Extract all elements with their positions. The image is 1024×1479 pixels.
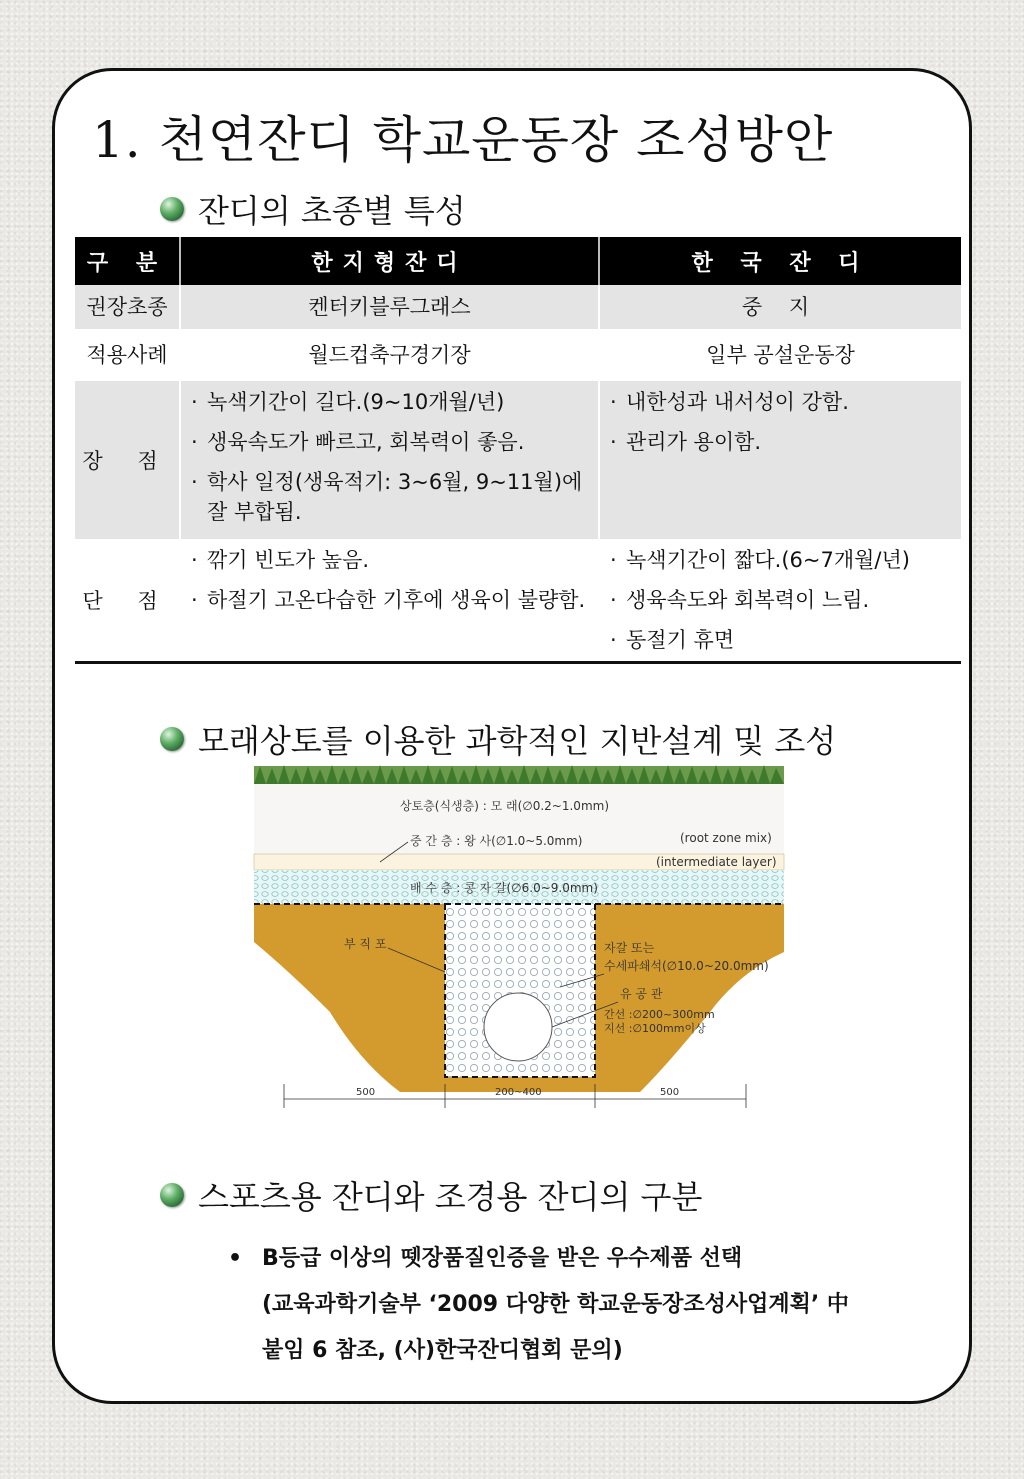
section-heading-turf-use	[160, 1172, 702, 1218]
green-ball-icon	[160, 1183, 184, 1207]
list-item: · 내한성과 내서성이 강함.	[608, 387, 957, 417]
table-row	[75, 381, 961, 539]
section-heading-turf-types	[160, 186, 466, 232]
label-top-layer: 상토층(식생층) : 모 래(∅0.2~1.0mm)	[400, 799, 610, 813]
label-pipe-branch: 지선 :∅100mm이상	[604, 1022, 706, 1035]
label-mid-layer: 중 간 층 : 왕 사(∅1.0~5.0mm)	[410, 834, 583, 848]
soil-cross-section-diagram	[240, 762, 800, 1112]
note-bullet	[228, 1236, 948, 1374]
section-heading-text: 모래상토를 이용한 과학적인 지반설계 및 조성	[198, 722, 837, 760]
bullet-dot-icon: •	[228, 1246, 243, 1271]
row-label: 단 점	[75, 539, 180, 663]
list-item: · 녹색기간이 짧다.(6~7개월/년)	[608, 545, 957, 575]
dim-left: 500	[356, 1087, 376, 1098]
list-item: · 동절기 휴면	[608, 625, 957, 655]
table-row	[75, 329, 961, 381]
page-title: 1. 천연잔디 학교운동장 조성방안	[92, 111, 834, 169]
label-fabric: 부 직 포	[344, 937, 387, 951]
dim-right: 500	[660, 1087, 680, 1098]
label-gravel-2: 수세파쇄석(∅10.0~20.0mm)	[604, 959, 769, 973]
turf-comparison-table	[75, 237, 961, 664]
note-line-1: B등급 이상의 뗏장품질인증을 받은 우수제품 선택	[262, 1246, 743, 1271]
green-ball-icon	[160, 197, 184, 221]
list-item: · 생육속도가 빠르고, 회복력이 좋음.	[189, 427, 594, 457]
label-drain-layer: 배 수 층 : 콩 자 갈(∅6.0~9.0mm)	[410, 881, 598, 895]
table-row	[75, 539, 961, 663]
table-cell: 월드컵축구경기장	[180, 329, 599, 381]
perforated-pipe	[484, 993, 552, 1061]
section-heading-text: 잔디의 초종별 특성	[198, 192, 466, 230]
list-item: · 학사 일정(생육적기: 3~6월, 9~11월)에 잘 부합됨.	[189, 467, 594, 527]
section-heading-ground-design	[160, 716, 836, 762]
table-cell: 일부 공설운동장	[599, 329, 961, 381]
list-item: · 녹색기간이 길다.(9~10개월/년)	[189, 387, 594, 417]
label-pipe: 유 공 관	[620, 987, 663, 1001]
table-header-korean: 한 국 잔 디	[599, 237, 961, 285]
list-item: · 하절기 고온다습한 기후에 생육이 불량함.	[189, 585, 594, 615]
green-ball-icon	[160, 727, 184, 751]
label-root-zone: (root zone mix)	[680, 831, 772, 845]
list-item: · 깎기 빈도가 높음.	[189, 545, 594, 575]
row-label: 권장초종	[75, 285, 180, 329]
dim-center: 200~400	[495, 1087, 542, 1098]
table-cell	[599, 381, 961, 539]
table-cell: 중 지	[599, 285, 961, 329]
table-header-category: 구 분	[75, 237, 180, 285]
row-label: 장 점	[75, 381, 180, 539]
table-cell	[180, 381, 599, 539]
list-item: · 생육속도와 회복력이 느림.	[608, 585, 957, 615]
note-line-3: 붙임 6 참조, (사)한국잔디협회 문의)	[262, 1338, 623, 1363]
list-item: · 관리가 용이함.	[608, 427, 957, 457]
grass-layer	[254, 765, 784, 784]
note-line-2: (교육과학기술부 ‘2009 다양한 학교운동장조성사업계획’ 中	[262, 1292, 849, 1317]
section-heading-text: 스포츠용 잔디와 조경용 잔디의 구분	[198, 1178, 703, 1216]
label-gravel-1: 자갈 또는	[604, 941, 655, 955]
table-header-cool-season: 한지형잔디	[180, 237, 599, 285]
label-intermediate: (intermediate layer)	[656, 855, 777, 869]
table-cell	[599, 539, 961, 663]
table-cell: 켄터키블루그래스	[180, 285, 599, 329]
table-row	[75, 285, 961, 329]
label-pipe-main: 간선 :∅200~300mm	[604, 1008, 715, 1021]
table-cell	[180, 539, 599, 663]
row-label: 적용사례	[75, 329, 180, 381]
